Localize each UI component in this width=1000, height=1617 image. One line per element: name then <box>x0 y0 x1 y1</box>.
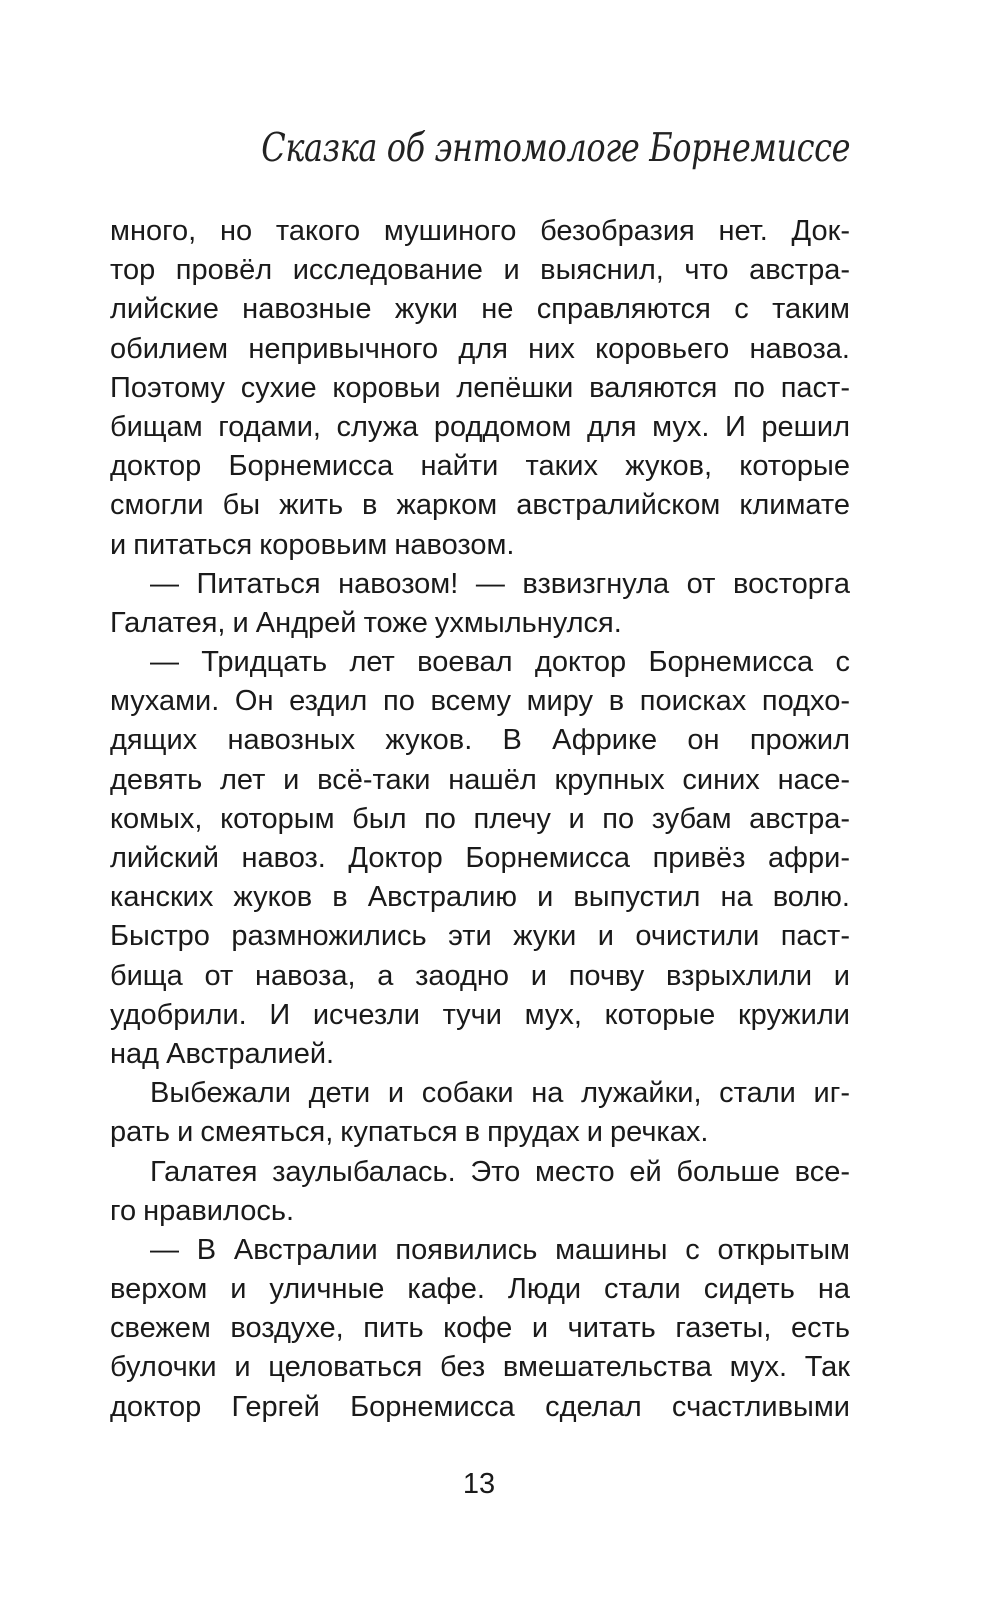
text-line: тор провёл исследование и выяснил, что австра- <box>110 254 850 287</box>
text-line: канских жуков в Австралию и выпустил на волю. <box>110 881 850 914</box>
text-line: Галатея заулыбалась. Это место ей больше все- <box>150 1155 850 1188</box>
text-line: Поэтому сухие коровьи лепёшки валяются по паст- <box>110 371 850 404</box>
text-line: бища от навоза, а заодно и почву взрыхлили и <box>110 959 850 992</box>
text-line: — В Австралии появились машины с открытым <box>150 1233 850 1266</box>
text-line: удобрили. И исчезли тучи мух, которые кружили <box>110 998 850 1031</box>
text-line: обилием непривычного для них коровьего навоза. <box>110 332 850 365</box>
text-line: доктор Гергей Борнемисса сделал счастливыми <box>110 1390 850 1423</box>
text-line: Галатея, и Андрей тоже ухмыльнулся. <box>110 606 622 639</box>
text-line: над Австралией. <box>110 1037 335 1070</box>
text-line: верхом и уличные кафе. Люди стали сидеть на <box>110 1273 850 1306</box>
text-line: комых, которым был по плечу и по зубам австра- <box>110 802 850 835</box>
text-line: го нравилось. <box>110 1194 295 1227</box>
text-line: мухами. Он ездил по всему миру в поисках подхо- <box>110 685 850 718</box>
text-line: и питаться коровьим навозом. <box>110 528 515 561</box>
text-line: лийский навоз. Доктор Борнемисса привёз афри- <box>110 842 850 874</box>
running-head: Сказка об энтомологе Борнемиссе <box>261 126 850 171</box>
text-line: свежем воздухе, пить кофе и читать газеты, есть <box>110 1312 850 1345</box>
text-line: бищам годами, служа роддомом для мух. И решил <box>110 410 850 443</box>
text-line: — Питаться навозом! — взвизгнула от восторга <box>150 567 850 600</box>
text-line: — Тридцать лет воевал доктор Борнемисса с <box>150 646 850 679</box>
text-line: Быстро размножились эти жуки и очистили паст- <box>110 920 850 953</box>
text-line: доктор Борнемисса найти таких жуков, которые <box>110 450 850 483</box>
text-line: лийские навозные жуки не справляются с таким <box>110 293 850 326</box>
text-line: девять лет и всё-таки нашёл крупных синих насе- <box>110 763 850 796</box>
text-line: Выбежали дети и собаки на лужайки, стали иг- <box>150 1077 850 1110</box>
text-line: смогли бы жить в жарком австралийском климате <box>110 489 850 522</box>
page-number: 13 <box>462 1468 496 1500</box>
text-line: рать и смеяться, купаться в прудах и речках. <box>110 1116 709 1149</box>
text-line: булочки и целоваться без вмешательства мух. Так <box>110 1351 850 1384</box>
body-text <box>110 212 850 1427</box>
text-line: много, но такого мушиного безобразия нет. Док- <box>110 215 850 247</box>
text-line: дящих навозных жуков. В Африке он прожил <box>110 724 850 757</box>
